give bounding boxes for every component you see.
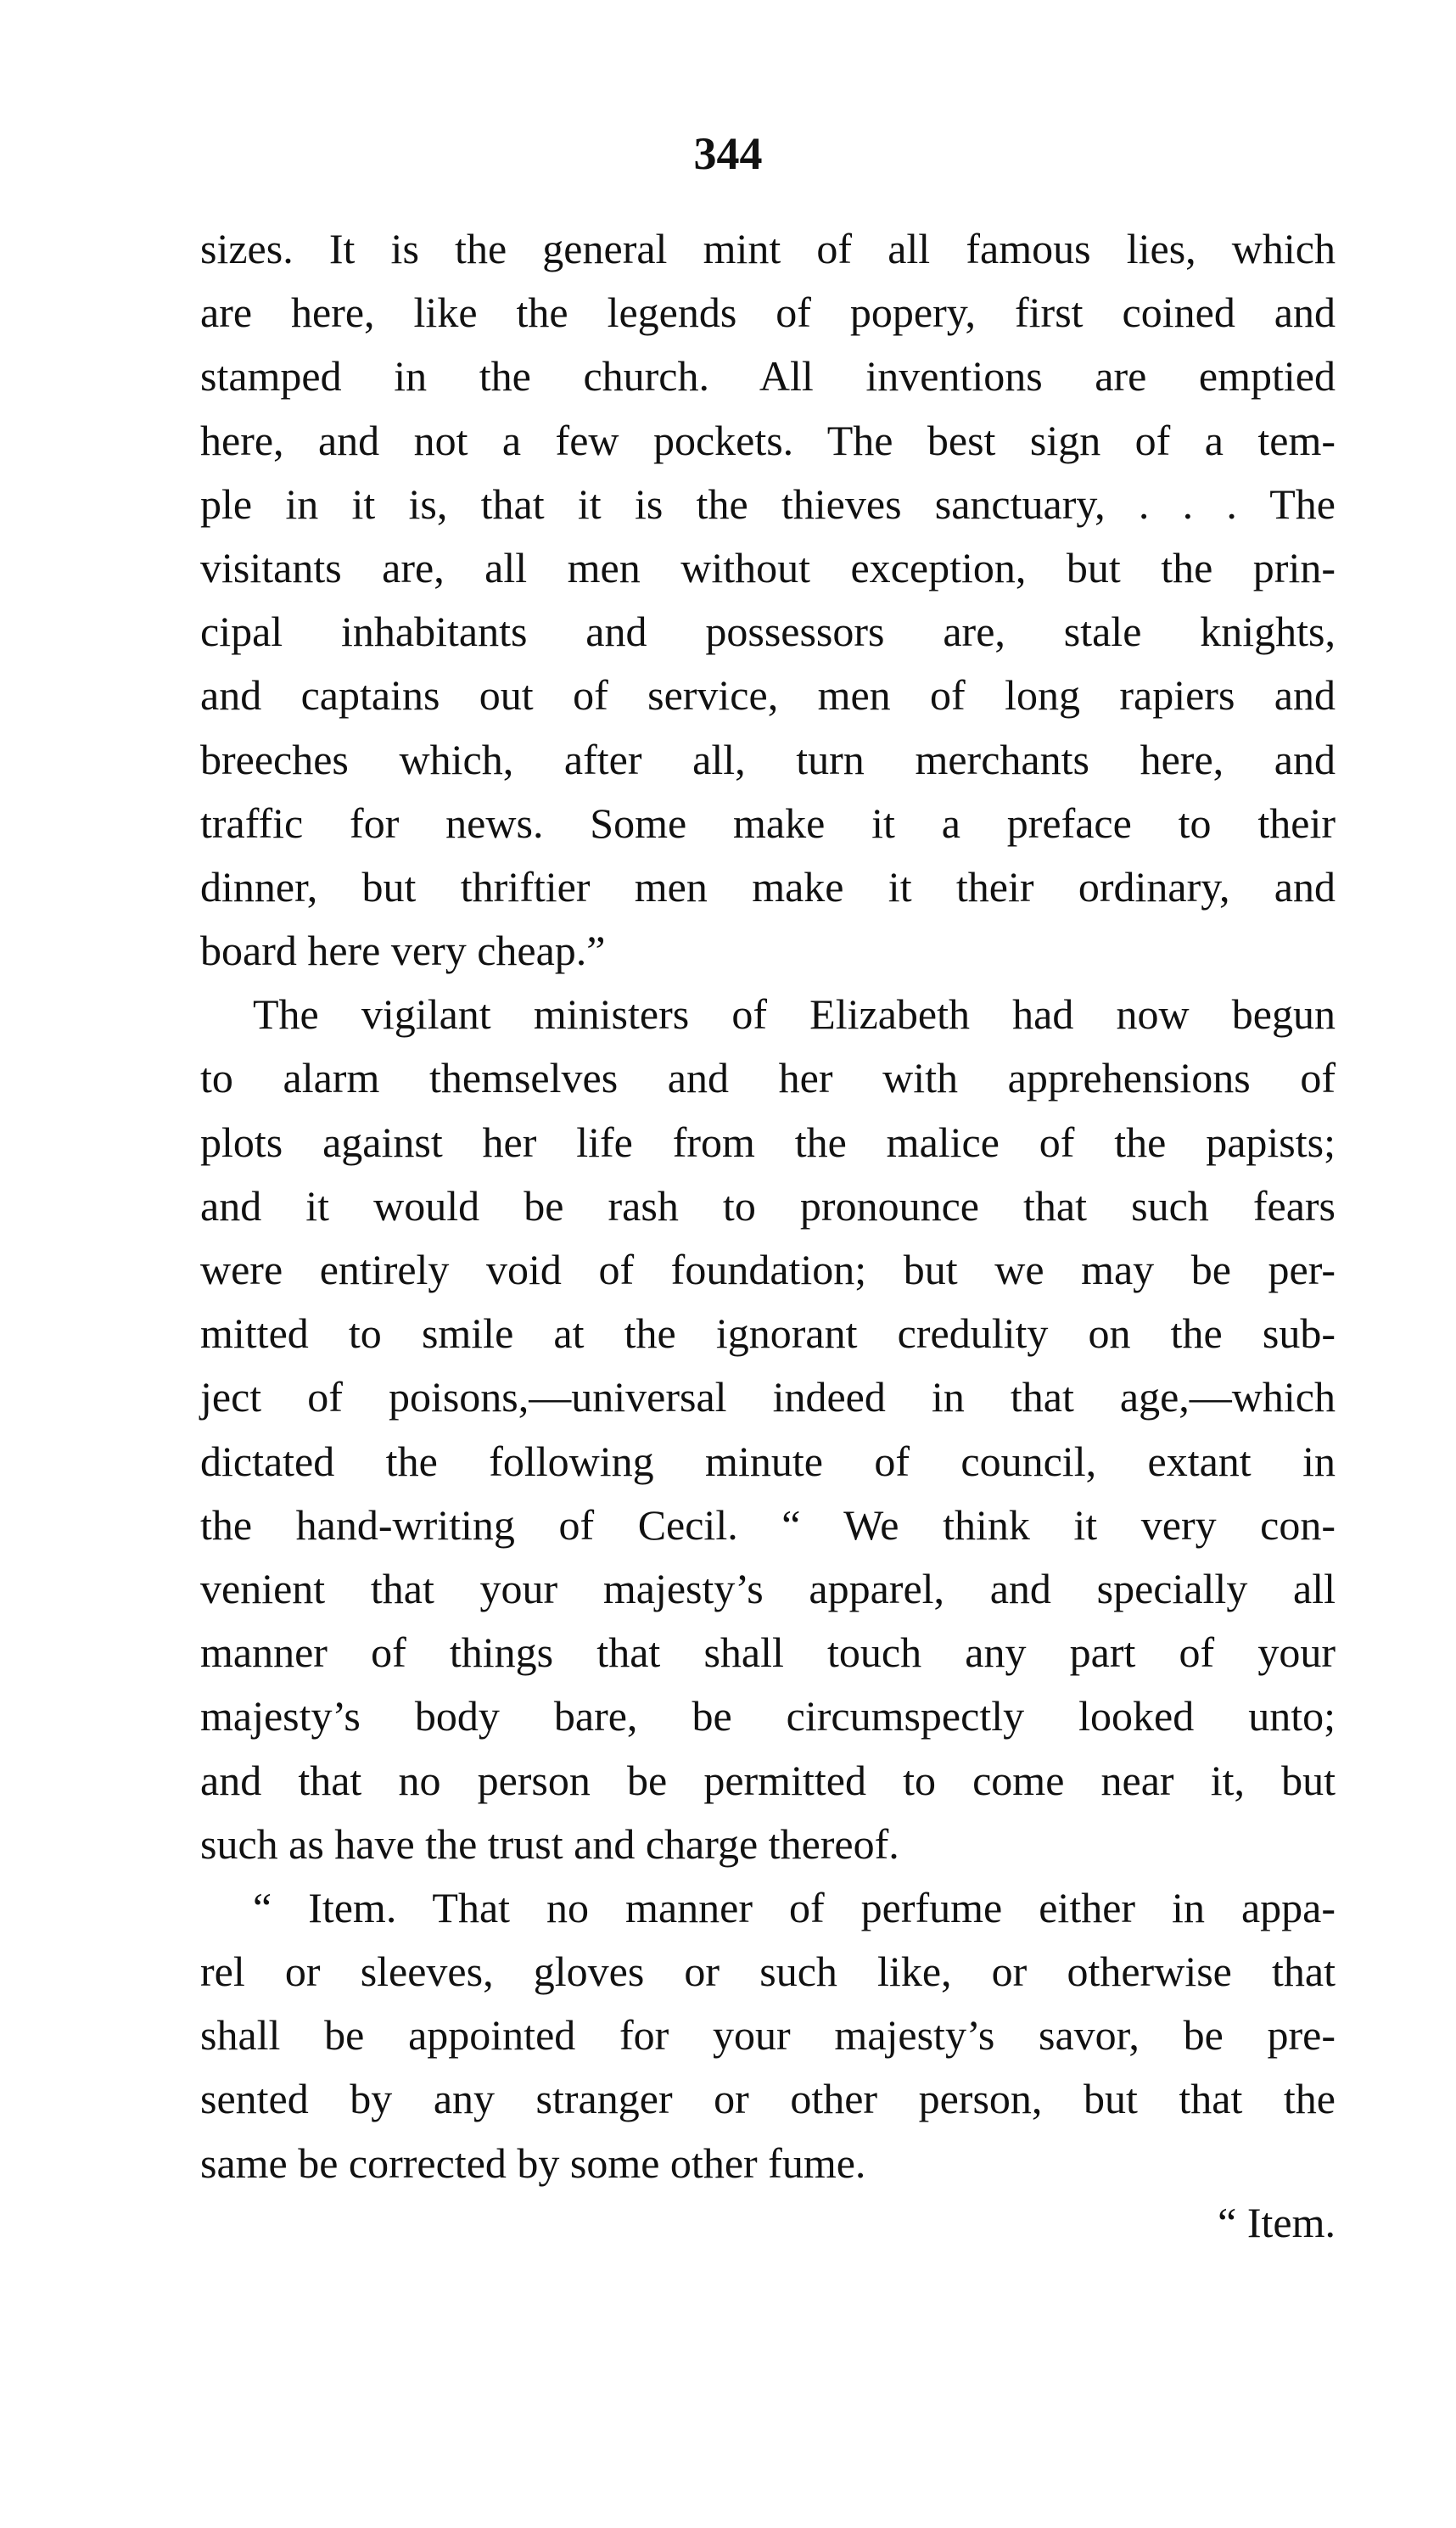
paragraph-start-line: “ Item. That no manner of perfume either in appa- bbox=[253, 1883, 1336, 1931]
text-line: breeches which, after all, turn merchants here, and bbox=[200, 735, 1336, 783]
text-line: to alarm themselves and her with apprehensions of bbox=[200, 1054, 1336, 1102]
text-line: sizes. It is the general mint of all famous lies, which bbox=[200, 225, 1336, 272]
text-line: the hand-writing of Cecil. “ We think it very con- bbox=[200, 1500, 1336, 1549]
text-line: and captains out of service, men of long rapiers and bbox=[200, 671, 1336, 720]
text-line: ple in it is, that it is the thieves sanctuary, . . . The bbox=[200, 479, 1336, 528]
catchword: “ Item. bbox=[1218, 2199, 1336, 2246]
text-line: board here very cheap.” bbox=[200, 927, 606, 975]
text-line: ject of poisons,—universal indeed in that age,—which bbox=[200, 1373, 1336, 1421]
text-line: manner of things that shall touch any part of your bbox=[200, 1628, 1336, 1677]
text-line: stamped in the church. All inventions are emptied bbox=[200, 352, 1336, 401]
text-line: sented by any stranger or other person, but that the bbox=[200, 2075, 1336, 2123]
text-line: such as have the trust and charge thereof. bbox=[200, 1819, 899, 1868]
paragraph-start-line: The vigilant ministers of Elizabeth had now begun bbox=[253, 990, 1336, 1039]
text-line: venient that your majesty’s apparel, and specially all bbox=[200, 1564, 1336, 1612]
text-line: traffic for news. Some make it a preface to their bbox=[200, 799, 1336, 847]
text-line: plots against her life from the malice of the papists; bbox=[200, 1118, 1336, 1166]
body-text bbox=[200, 217, 1336, 2195]
text-line: mitted to smile at the ignorant credulity on the sub- bbox=[200, 1309, 1336, 1358]
text-line: rel or sleeves, gloves or such like, or otherwise that bbox=[200, 1948, 1336, 1996]
text-line: dinner, but thriftier men make it their ordinary, and bbox=[200, 862, 1336, 911]
text-line: and it would be rash to pronounce that such fears bbox=[200, 1181, 1336, 1230]
text-line: are here, like the legends of popery, first coined and bbox=[200, 289, 1336, 337]
text-line: were entirely void of foundation; but we may be per- bbox=[200, 1246, 1336, 1293]
page-number: 344 bbox=[693, 128, 763, 179]
text-line: same be corrected by some other fume. bbox=[200, 2138, 866, 2187]
text-line: here, and not a few pockets. The best sign of a tem- bbox=[200, 416, 1336, 464]
text-line: visitants are, all men without exception, but the prin- bbox=[200, 543, 1336, 591]
text-line: cipal inhabitants and possessors are, stale knights, bbox=[200, 608, 1336, 656]
text-line: and that no person be permitted to come near it, but bbox=[200, 1756, 1336, 1804]
text-line: dictated the following minute of council, extant in bbox=[200, 1437, 1336, 1485]
text-line: majesty’s body bare, be circumspectly looked unto; bbox=[200, 1692, 1336, 1740]
text-line: shall be appointed for your majesty’s savor, be pre- bbox=[200, 2011, 1336, 2060]
